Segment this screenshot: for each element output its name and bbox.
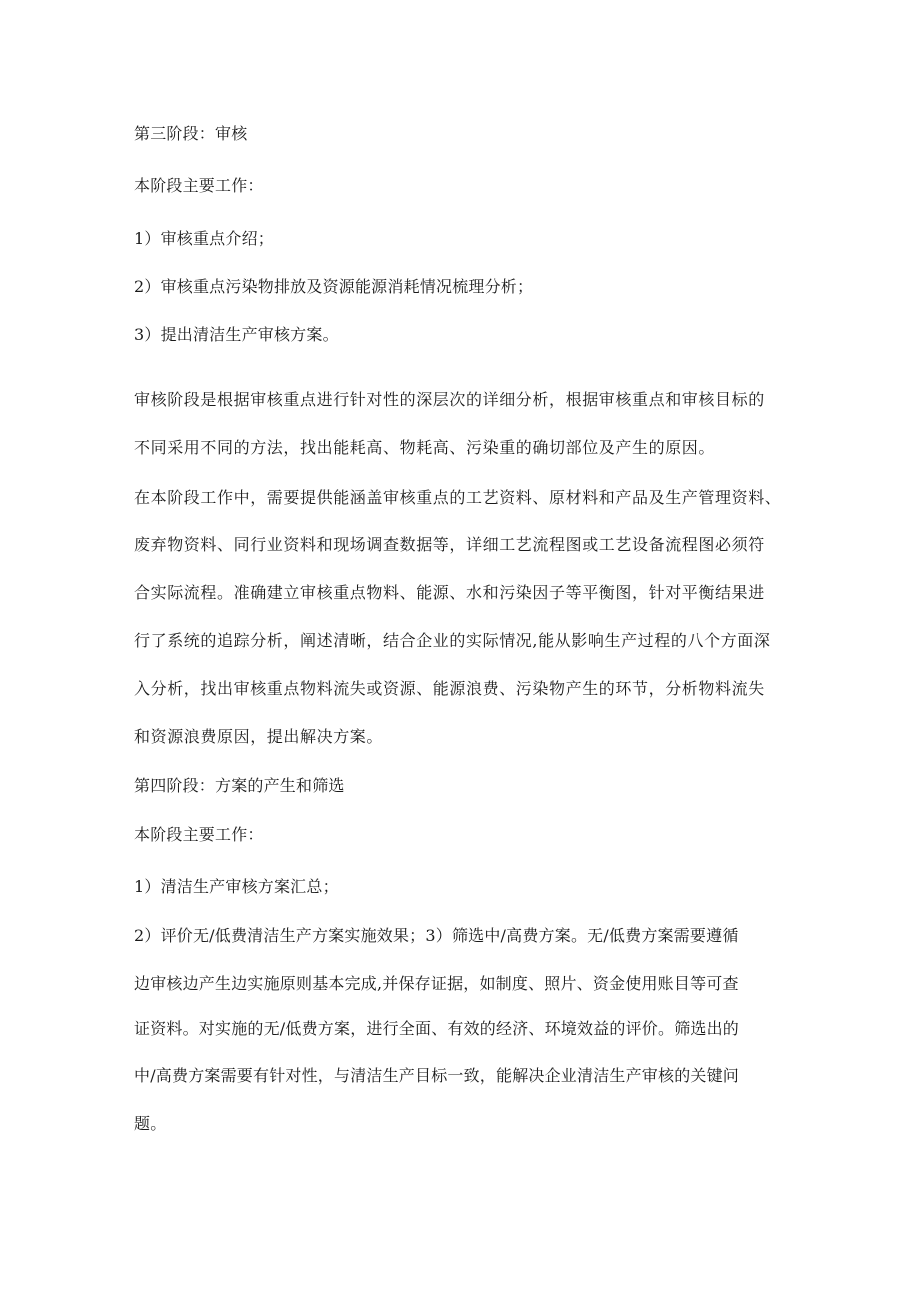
stage3-main-work-label: 本阶段主要工作：: [134, 176, 264, 195]
stage3-heading: 第三阶段：审核: [134, 124, 248, 143]
stage4-main-work-label: 本阶段主要工作：: [134, 825, 264, 844]
stage4-heading: 第四阶段：方案的产生和筛选: [134, 776, 345, 795]
stage4-para-line-2: 边审核边产生边实施原则基本完成,并保存证据，如制度、照片、资金使用账目等可查: [134, 974, 739, 993]
stage4-para-line-1: 2）评价无/低费清洁生产方案实施效果；3）筛选中/高费方案。无/低费方案需要遵循: [134, 926, 739, 945]
stage3-item-2: 2）审核重点污染物排放及资源能源消耗情况梳理分析；: [134, 277, 534, 296]
stage4-para-line-5: 题。: [134, 1114, 167, 1133]
stage4-para-line-4: 中/高费方案需要有针对性，与清洁生产目标一致，能解决企业清洁生产审核的关键问: [134, 1066, 739, 1085]
stage3-para2-line-3: 合实际流程。准确建立审核重点物料、能源、水和污染因子等平衡图，针对平衡结果进: [134, 583, 765, 602]
stage3-item-3: 3）提出清洁生产审核方案。: [134, 325, 339, 344]
stage4-para-line-3: 证资料。对实施的无/低费方案，进行全面、有效的经济、环境效益的评价。筛选出的: [134, 1019, 739, 1038]
stage3-para1-line-1: 审核阶段是根据审核重点进行针对性的深层次的详细分析，根据审核重点和审核目标的: [134, 390, 765, 409]
stage3-para2-line-5: 入分析，找出审核重点物料流失或资源、能源浪费、污染物产生的环节，分析物料流失: [134, 679, 765, 698]
stage3-para2-line-1: 在本阶段工作中，需要提供能涵盖审核重点的工艺资料、原材料和产品及生产管理资料、: [134, 488, 782, 507]
stage3-para1-line-2: 不同采用不同的方法，找出能耗高、物耗高、污染重的确切部位及产生的原因。: [134, 438, 716, 457]
stage4-item-1: 1）清洁生产审核方案汇总；: [134, 877, 339, 896]
stage3-para2-line-4: 行了系统的追踪分析，阐述清晰，结合企业的实际情况,能从影响生产过程的八个方面深: [134, 631, 771, 650]
stage3-para2-line-6: 和资源浪费原因，提出解决方案。: [134, 727, 384, 746]
stage3-para2-line-2: 废弃物资料、同行业资料和现场调查数据等，详细工艺流程图或工艺设备流程图必须符: [134, 535, 765, 554]
stage3-item-1: 1）审核重点介绍；: [134, 229, 274, 248]
